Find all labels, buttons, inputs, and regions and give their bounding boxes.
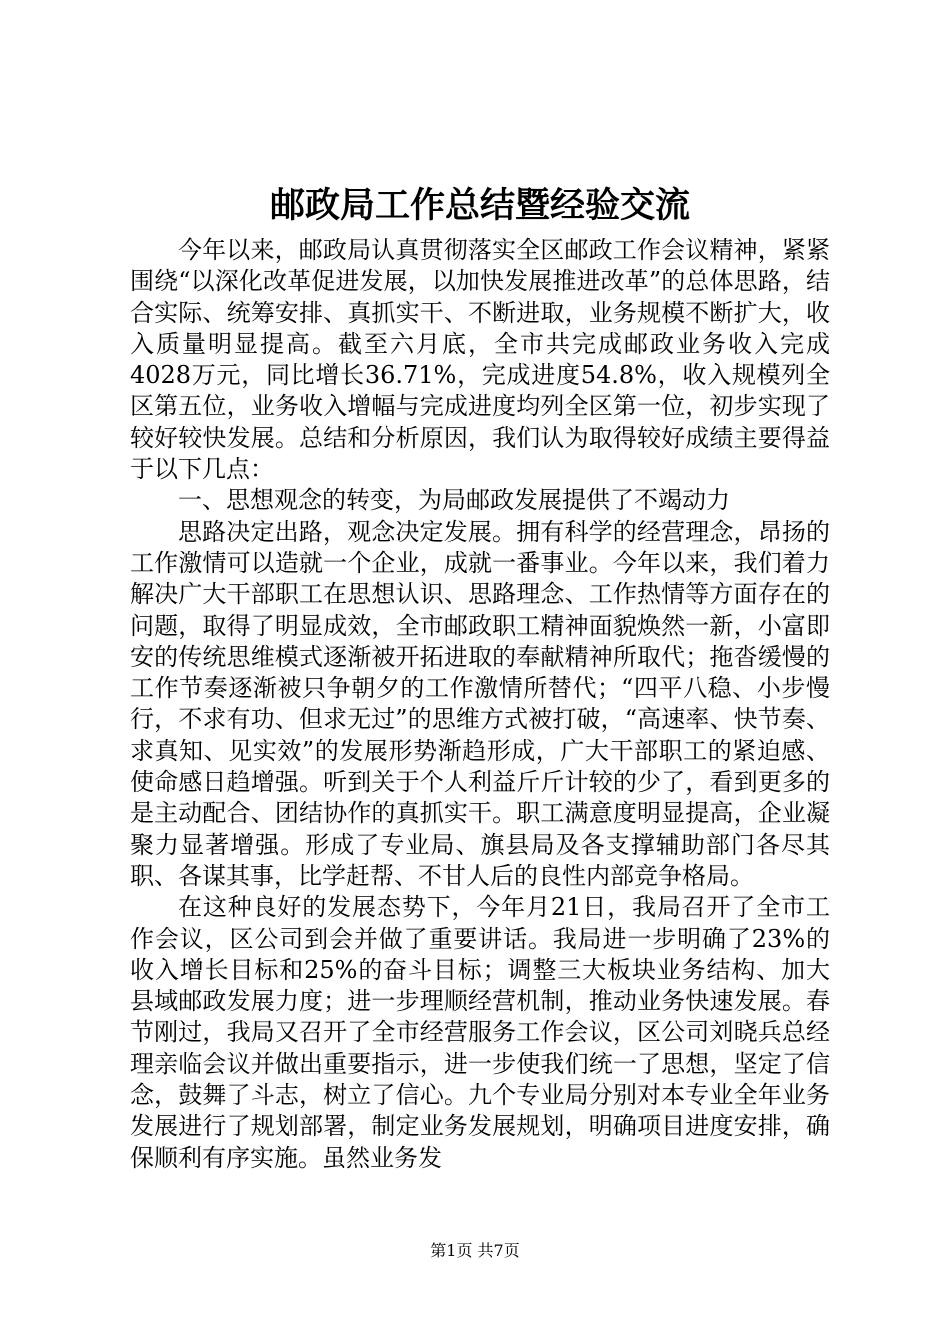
paragraph-meeting: 在这种良好的发展态势下，今年月21日，我局召开了全市工作会议，区公司到会并做了重要讲话。我局进一步明确了23%的收入增长目标和25%的奋斗目标；调整三大板块业务结构、加大县域邮政发展力度；进一步理顺经营机制，推动业务快速发展。春节刚过，我局又召开了全市经营服务工作会议，区公司刘晓兵总经理亲临会议并做出重要指示，进一步使我们统一了思想，坚定了信念，鼓舞了斗志，树立了信心。九个专业局分别对本专业全年业务发展进行了规划部署，制定业务发展规划，明确项目进度安排，确保顺利有序实施。虽然业务发 [130, 893, 830, 1172]
paragraph-intro: 今年以来，邮政局认真贯彻落实全区邮政工作会议精神，紧紧围绕“以深化改革促进发展，以加快发展推进改革”的总体思路，结合实际、统筹安排、真抓实干、不断进取，业务规模不断扩大，收入质量明显提高。截至六月底，全市共完成邮政业务收入完成4028万元，同比增长36.71%，完成进度54.8%，收入规模列全区第五位，业务收入增幅与完成进度均列全区第一位，初步实现了较好较快发展。总结和分析原因，我们认为取得较好成绩主要得益于以下几点： [130, 236, 830, 484]
page-footer: 第1页 共7页 [430, 1241, 520, 1260]
section-heading-1: 一、思想观念的转变，为局邮政发展提供了不竭动力 [178, 486, 730, 515]
document-body [130, 235, 830, 1174]
document-title: 邮政局工作总结暨经验交流 [269, 185, 690, 226]
paragraph-section-1: 思路决定出路，观念决定发展。拥有科学的经营理念，昂扬的工作激情可以造就一个企业，成就一番事业。今年以来，我们着力解决广大干部职工在思想认识、思路理念、工作热情等方面存在的问题，取得了明显成效，全市邮政职工精神面貌焕然一新，小富即安的传统思维模式逐渐被开拓进取的奉献精神所取代；拖沓缓慢的工作节奏逐渐被只争朝夕的工作激情所替代；“四平八稳、小步慢行，不求有功、但求无过”的思维方式被打破，“高速率、快节奏、求真知、见实效”的发展形势渐趋形成，广大干部职工的紧迫感、使命感日趋增强。听到关于个人利益斤斤计较的少了，看到更多的是主动配合、团结协作的真抓实干。职工满意度明显提高，企业凝聚力显著增强。形成了专业局、旗县局及各支撑辅助部门各尽其职、各谋其事，比学赶帮、不甘人后的良性内部竞争格局。 [130, 517, 830, 890]
